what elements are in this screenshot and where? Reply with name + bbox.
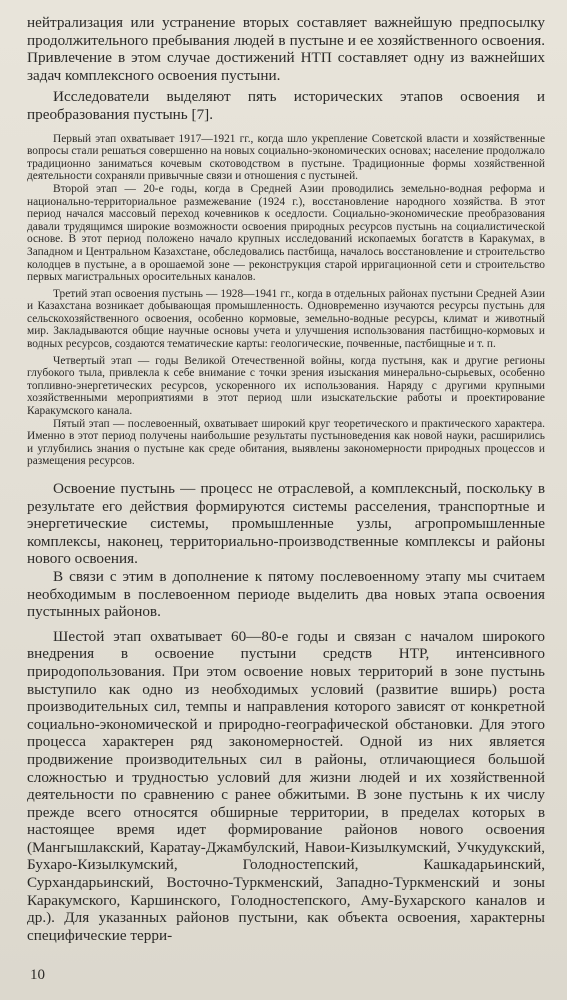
paragraph-complex-process: Освоение пустынь — процесс не отраслевой, а комплексный, поскольку в результате его действия формируются системы расселения, транспортные и энергетические системы, промышленные узлы, агропромышленные комплексы, наконец, территориально-производственные комплексы и районы нового освоения. xyxy=(27,480,545,568)
paragraph-stage-six: Шестой этап охватывает 60—80-е годы и связан с началом широкого внедрения в освоение пустыни средств НТР, интенсивного природопользования. При этом освоение новых территорий в зоне пустынь выступило как одно из необходимых условий (развитие вширь) роста производительных сил, темпы и направления которого зависят от конкретной социально-экономической и природно-географической обстановки. Для этого процесса характерен ряд закономерностей. Одной из них является продвижение производительных сил в районы, отличающиеся большой сложностью и трудностью условий для жизни людей и их хозяйственной деятельности по сравнению с ранее обжитыми. В зоне пустынь к их числу прежде всего относятся обширные территории, в пределах которых в настоящее время идет формирование районов нового освоения (Мангышлакский, Каратау-Джамбулский, Навои-Кизылкумский, Учкудукский, Бухаро-Кизылкумский, Голодностепский, Кашкадарьинский, Сурхандарьинский, Восточно-Туркменский, Западно-Туркменский и зоны Каракумского, Каршинского, Голодностепского, Аму-Бухарского каналов и др.). Для указанных районов пустыни, как объекта освоения, характерны специфические терри- xyxy=(27,627,545,944)
paragraph-stage-one: Первый этап охватывает 1917—1921 гг., когда шло укрепление Советской власти и хозяйственные вопросы стали решаться совершенно на новых социально-экономических основах; население продолжало традиционно заниматься кочевым скотоводством в пустыне. Традиционные формы хозяйственной деятельности сохраняли привычные связи и отношения с пустыней. xyxy=(27,132,545,183)
paragraph-continuation: нейтрализация или устранение вторых составляет важнейшую предпосылку продолжительного пребывания людей в пустыне и ее хозяйственного освоения. Привлечение в этом случае достижений НТП составляет одну из важнейших задач комплексного освоения пустыни. xyxy=(27,14,545,84)
paragraph-five-stages-intro: Исследователи выделяют пять исторических этапов освоения и преобразования пустынь [7]. xyxy=(27,88,545,123)
paragraph-two-new-stages: В связи с этим в дополнение к пятому послевоенному этапу мы считаем необходимым в послевоенном периоде выделить два новых этапа освоения пустынных районов. xyxy=(27,567,545,621)
paragraph-stage-two: Второй этап — 20-е годы, когда в Средней Азии проводились земельно-водная реформа и национально-территориальное размежевание (1924 г.), восстановление народного хозяйства. В этот период начался массовый переход кочевников к оседлости. Социально-экономические преобразования давали трудящимся широкие возможности освоения природных ресурсов пустынь на социалистической основе. В этот период положено начало крупных исследований ископаемых богатств в Каракумах, в Западном и Центральном Казахстане, обследовались пастбища, началось восстановление и строительство колодцев в пустыне, а в орошаемой зоне — реконструкция старой ирригационной сети и строительство первых магистральных оросительных каналов. xyxy=(27,182,545,284)
paragraph-stage-four: Четвертый этап — годы Великой Отечественной войны, когда пустыня, как и другие регионы глубокого тыла, привлекла к себе внимание с точки зрения изыскания минерально-сырьевых, особенно топливно-энергетических ресурсов, ускоренного их использования. Наряду с другими крупными хозяйственными мероприятиями в этот период шли изыскательские работы и проектирование Каракумского канала. xyxy=(27,354,545,418)
page-number: 10 xyxy=(30,967,45,983)
paragraph-stage-three: Третий этап освоения пустынь — 1928—1941 гг., когда в отдельных районах пустыни Средней Азии и Казахстана возникает добывающая промышленность. Одновременно изучаются ресурсы пустынь для сельскохозяйственного освоения, особенно кормовые, земельно-водные ресурсы, климат и животный мир. Закладываются общие научные основы учета и улучшения использования пастбищно-кормовых и водных ресурсов, создаются тематические карты: геологические, почвенные, пастбищные и т. п. xyxy=(27,287,545,351)
paragraph-stage-five: Пятый этап — послевоенный, охватывает широкий круг теоретического и практического характера. Именно в этот период получены наибольшие результаты пустыноведения как новой науки, расширились и углубились знания о пустыне как среде обитания, выявлены закономерности природных процессов и размещения ресурсов. xyxy=(27,417,545,468)
